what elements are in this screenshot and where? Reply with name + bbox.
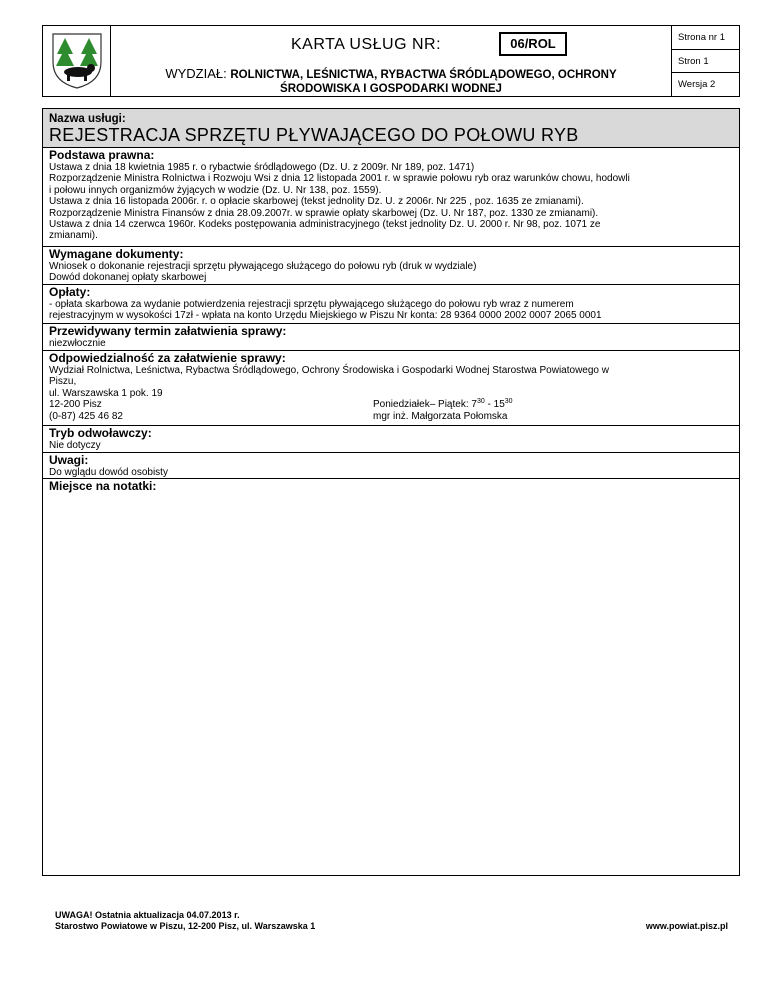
section-fees — [43, 284, 739, 322]
last-update: UWAGA! Ostatnia aktualizacja 04.07.2013 r. — [55, 910, 240, 920]
department-line1 — [111, 66, 671, 81]
appeal-heading: Tryb odwoławczy: — [49, 426, 152, 440]
responsibility-line: Wydział Rolnictwa, Leśnictwa, Rybactwa Śródlądowego, Ochrony Środowiska i Gospodarki Wodnej Starostwa Powiatowego w — [49, 365, 609, 376]
office-hours — [373, 399, 513, 410]
postal-code: 12-200 Pisz — [49, 399, 102, 411]
office-address-footer: Starostwo Powiatowe w Piszu, 12-200 Pisz, ul. Warszawska 1 — [55, 921, 316, 931]
legal-basis-line: Ustawa z dnia 16 listopada 2006r. r. o opłacie skarbowej (tekst jednolity Dz. U. z 2006r. Nr 225 , poz. 1635 ze zmianami). — [49, 196, 584, 208]
notes-heading: Uwagi: — [49, 453, 89, 467]
header-center — [111, 26, 671, 96]
hours-separator: - 15 — [484, 399, 505, 411]
service-name-box — [43, 109, 739, 148]
page-info: Strona nr 1 — [678, 32, 725, 43]
legal-basis-line: i połowu innych organizmów żyjących w wodzie (Dz. U. Nr 138, poz. 1559). — [49, 184, 382, 196]
section-memo — [43, 478, 739, 493]
service-name: REJESTRACJA SPRZĘTU PŁYWAJĄCEGO DO POŁOWU RYB — [49, 125, 579, 145]
department-prefix: WYDZIAŁ: — [165, 66, 227, 81]
fees-line: rejestracyjnym w wysokości 17zł - wpłata na konto Urzędu Miejskiego w Piszu Nr konta: 28 9364 0000 2002 0007 2065 0001 — [49, 310, 602, 322]
pages-total: Stron 1 — [672, 49, 740, 72]
documents-heading: Wymagane dokumenty: — [49, 247, 184, 261]
appeal-text: Nie dotyczy — [49, 440, 101, 451]
phone-person-row — [43, 411, 739, 422]
service-label: Nazwa usługi: — [49, 113, 126, 125]
deadline-heading: Przewidywany termin załatwienia sprawy: — [49, 324, 287, 338]
office-address: ul. Warszawska 1 pok. 19 — [49, 387, 163, 399]
department-name: ROLNICTWA, LEŚNICTWA, RYBACTWA ŚRÓDLĄDOWEGO, OCHRONY — [230, 69, 617, 81]
hours-close-minutes: 30 — [504, 398, 513, 406]
footer-left — [55, 910, 315, 932]
hours-open-minutes: 30 — [476, 398, 485, 406]
card-label: KARTA USŁUG NR: — [291, 36, 442, 53]
section-notes — [43, 452, 739, 478]
section-responsibility — [43, 350, 739, 422]
documents-line: Dowód dokonanej opłaty skarbowej — [49, 272, 207, 284]
responsibility-line: Piszu, — [49, 376, 77, 388]
legal-basis-line: zmianami). — [49, 230, 98, 242]
section-documents — [43, 246, 739, 284]
notes-text: Do wglądu dowód osobisty — [49, 467, 168, 478]
section-appeal — [43, 425, 739, 451]
document-header — [42, 25, 740, 97]
legal-basis-heading: Podstawa prawna: — [49, 148, 155, 162]
deadline-text: niezwłocznie — [49, 338, 106, 349]
coat-of-arms-logo — [43, 26, 111, 96]
card-number: 06/ROL — [499, 32, 567, 56]
page-meta — [671, 26, 740, 96]
memo-heading: Miejsce na notatki: — [49, 479, 157, 493]
department-line2: ŚRODOWISKA I GOSPODARKI WODNEJ — [280, 83, 502, 95]
phone-number: (0-87) 425 46 82 — [49, 410, 123, 422]
fees-line: - opłata skarbowa za wydanie potwierdzenia rejestracji sprzętu pływającego służącego do połowu ryb wraz z numerem — [49, 299, 574, 310]
section-legal-basis — [43, 147, 739, 242]
section-deadline — [43, 323, 739, 349]
legal-basis-line: Ustawa z dnia 18 kwietnia 1985 r. o rybactwie śródlądowego (Dz. U. z 2009r. Nr 189, poz. 1471) — [49, 162, 475, 173]
legal-basis-line: Rozporządzenie Ministra Rolnictwa i Rozwoju Wsi z dnia 12 listopada 2001 r. w sprawie połowu ryb oraz warunków chowu, hodowli — [49, 173, 630, 185]
responsibility-heading: Odpowiedzialność za załatwienie sprawy: — [49, 351, 286, 365]
fees-heading: Opłaty: — [49, 285, 91, 299]
legal-basis-line: Rozporządzenie Ministra Finansów z dnia 28.09.2007r. w sprawie opłaty skarbowej (Dz. U. Nr 187, poz. 1330 ze zmianami). — [49, 207, 599, 219]
postal-hours-row — [43, 399, 739, 410]
website-link[interactable]: www.powiat.pisz.pl — [645, 921, 728, 931]
version: Wersja 2 — [672, 72, 740, 95]
service-card-body — [42, 108, 740, 876]
hours-prefix: Poniedziałek– Piątek: 7 — [373, 399, 477, 411]
responsible-person: mgr inż. Małgorzata Połomska — [373, 410, 508, 422]
legal-basis-line: Ustawa z dnia 14 czerwca 1960r. Kodeks postępowania administracyjnego (tekst jednolity Dz. U. 2000 r. Nr 98, poz. 1071 ze — [49, 219, 601, 231]
documents-line: Wniosek o dokonanie rejestracji sprzętu pływającego służącego do połowu ryb (druk w wydziale) — [49, 261, 477, 272]
